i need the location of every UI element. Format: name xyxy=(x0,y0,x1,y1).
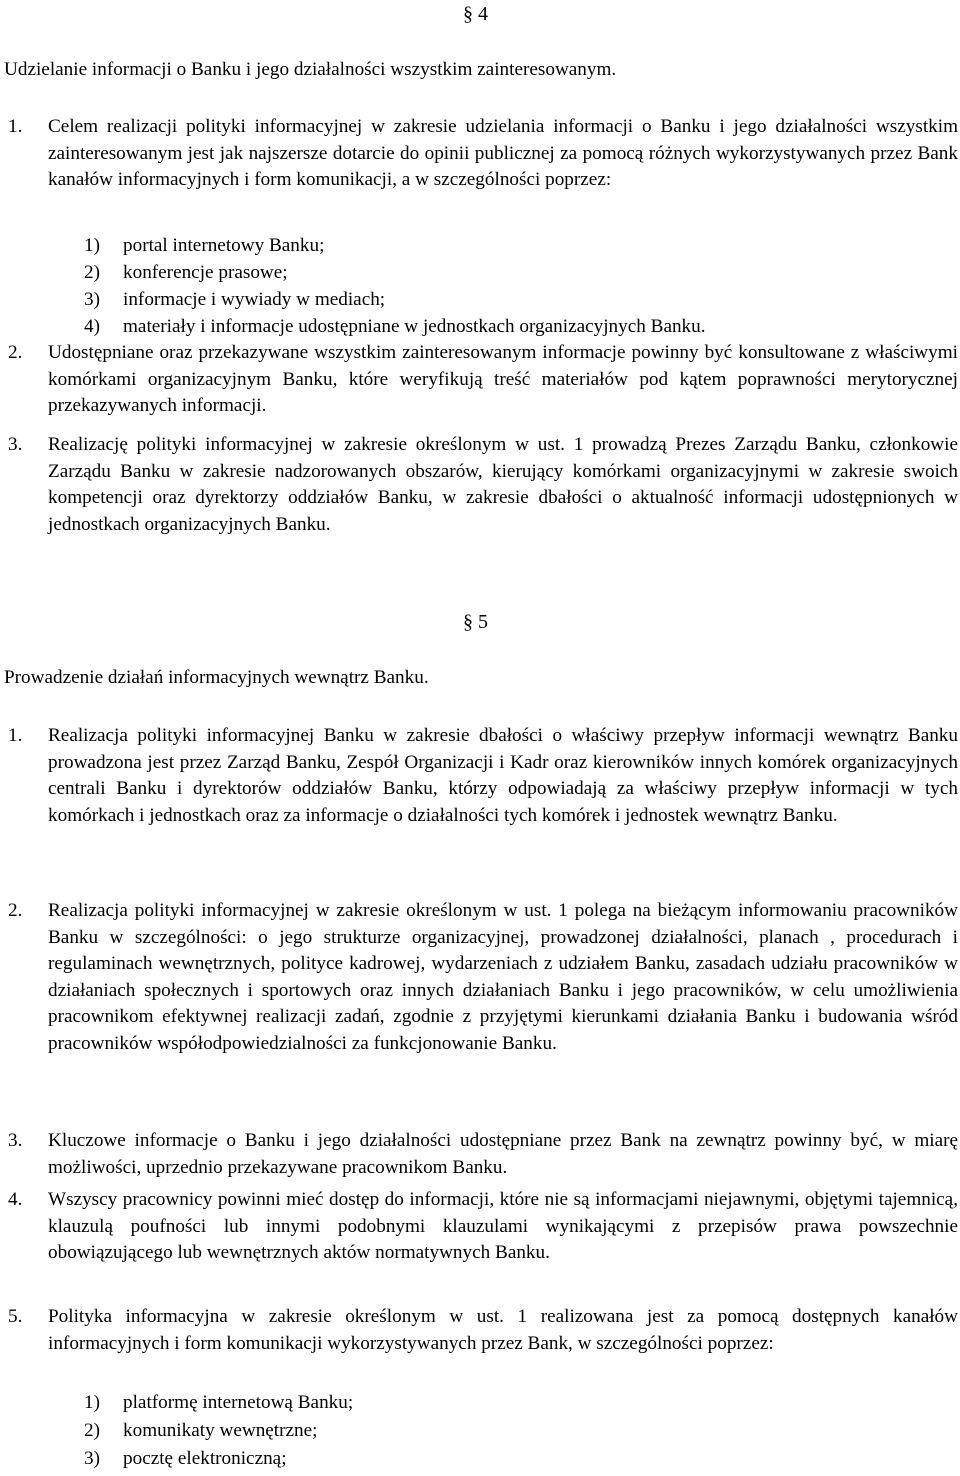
subitem-text: platformę internetową Banku; xyxy=(123,1392,354,1413)
subitem-number: 2) xyxy=(84,1420,100,1441)
section-5-item-4 xyxy=(0,1187,958,1267)
section-5-mark: § 5 xyxy=(463,611,488,633)
item-number: 2. xyxy=(8,900,23,921)
item-number: 1. xyxy=(8,116,23,137)
section-5-item-5-subitem-1 xyxy=(84,1390,353,1417)
subitem-text: konferencje prasowe; xyxy=(123,262,288,283)
subitem-number: 3) xyxy=(84,1448,100,1469)
section-4-mark: § 4 xyxy=(463,3,488,25)
item-number: 5. xyxy=(8,1306,23,1327)
section-5-item-5-subitem-2 xyxy=(84,1418,317,1445)
section-5-item-2 xyxy=(0,898,958,1057)
item-text: Polityka informacyjna w zakresie określonym w ust. 1 realizowana jest za pomocą dostępnych kanałów informacyjnych i form komunikacji wykorzystywanych przez Bank, w szczególności poprzez: xyxy=(48,1306,958,1354)
subitem-number: 3) xyxy=(84,289,100,310)
item-text: Udostępniane oraz przekazywane wszystkim zainteresowanym informacje powinny być konsultowane z właściwymi komórkami organizacyjnym Banku, które weryfikują treść materiałów pod kątem poprawności merytorycznej przekazywanych informacji. xyxy=(48,342,958,416)
section-4-item-1-subitem-3 xyxy=(84,287,385,314)
item-text: Realizacja polityki informacyjnej Banku w zakresie dbałości o właściwy przepływ informacji wewnątrz Banku prowadzona jest przez Zarząd Banku, Zespół Organizacji i Kadr oraz kierowników innych komórek organizacyjnych centrali Banku i dyrektorów oddziałów Banku, którzy odpowiadają za właściwy przepływ informacji w tych komórkach i jednostkach oraz za informacje o działalności tych komórek i jednostek wewnątrz Banku. xyxy=(48,725,958,826)
subitem-number: 1) xyxy=(84,235,100,256)
item-number: 3. xyxy=(8,1130,23,1151)
section-4-item-1-subitem-1 xyxy=(84,233,324,260)
item-text: Realizacja polityki informacyjnej w zakresie określonym w ust. 1 polega na bieżącym informowaniu pracowników Banku w szczególności: o jego strukturze organizacyjnej, prowadzonej działalności, planach , procedurach i regulaminach wewnętrznych, polityce kadrowej, wydarzeniach z udziałem Banku, zasadach udziału pracowników w działaniach społecznych i sportowych oraz innych działaniach Banku i jego pracowników, w celu umożliwienia pracownikom efektywnej realizacji zadań, zgodnie z przyjętymi kierunkami działania Banku i budowania wśród pracowników współodpowiedzialności za funkcjonowanie Banku. xyxy=(48,900,958,1054)
item-number: 2. xyxy=(8,342,23,363)
subitem-number: 4) xyxy=(84,316,100,337)
item-text: Realizację polityki informacyjnej w zakresie określonym w ust. 1 prowadzą Prezes Zarządu Banku, członkowie Zarządu Banku w zakresie nadzorowanych obszarów, kierujący komórkami organizacyjnymi w zakresie swoich kompetencji oraz dyrektorzy oddziałów Banku, w zakresie dbałości o aktualność informacji udostępnionych w jednostkach organizacyjnych Banku. xyxy=(48,434,958,535)
section-5-item-3 xyxy=(0,1128,958,1181)
subitem-number: 2) xyxy=(84,262,100,283)
section-4-item-2 xyxy=(0,340,958,420)
section-4-item-3 xyxy=(0,432,958,538)
item-number: 1. xyxy=(8,725,23,746)
section-4-item-1 xyxy=(0,114,958,194)
subitem-number: 1) xyxy=(84,1392,100,1413)
subitem-text: portal internetowy Banku; xyxy=(123,235,325,256)
subitem-text: komunikaty wewnętrzne; xyxy=(123,1420,318,1441)
item-text: Kluczowe informacje o Banku i jego działalności udostępniane przez Bank na zewnątrz powinny być, w miarę możliwości, uprzednio przekazywane pracownikom Banku. xyxy=(48,1130,958,1178)
subitem-text: pocztę elektroniczną; xyxy=(123,1448,287,1469)
section-4-item-1-subitem-2 xyxy=(84,260,288,287)
section-4-heading: Udzielanie informacji o Banku i jego działalności wszystkim zainteresowanym. xyxy=(4,59,617,80)
section-5-item-5-subitem-3 xyxy=(84,1446,287,1473)
subitem-text: informacje i wywiady w mediach; xyxy=(123,289,386,310)
section-5-item-1 xyxy=(0,723,958,829)
item-number: 4. xyxy=(8,1189,23,1210)
item-text: Celem realizacji polityki informacyjnej w zakresie udzielania informacji o Banku i jego działalności wszystkim zainteresowanym jest jak najszersze dotarcie do opinii publicznej za pomocą różnych wykorzystywanych przez Bank kanałów informacyjnych i form komunikacji, a w szczególności poprzez: xyxy=(48,116,958,190)
section-4-item-1-subitem-4 xyxy=(84,314,706,341)
subitem-text: materiały i informacje udostępniane w jednostkach organizacyjnych Banku. xyxy=(123,316,706,337)
item-text: Wszyscy pracownicy powinni mieć dostęp do informacji, które nie są informacjami niejawnymi, objętymi tajemnicą, klauzulą poufności lub innymi podobnymi klauzulami wynikającymi z przepisów prawa powszechnie obowiązującego lub wewnętrznych aktów normatywnych Banku. xyxy=(48,1189,958,1263)
section-5-item-5 xyxy=(0,1304,958,1357)
item-number: 3. xyxy=(8,434,23,455)
section-5-heading: Prowadzenie działań informacyjnych wewnątrz Banku. xyxy=(4,667,429,688)
